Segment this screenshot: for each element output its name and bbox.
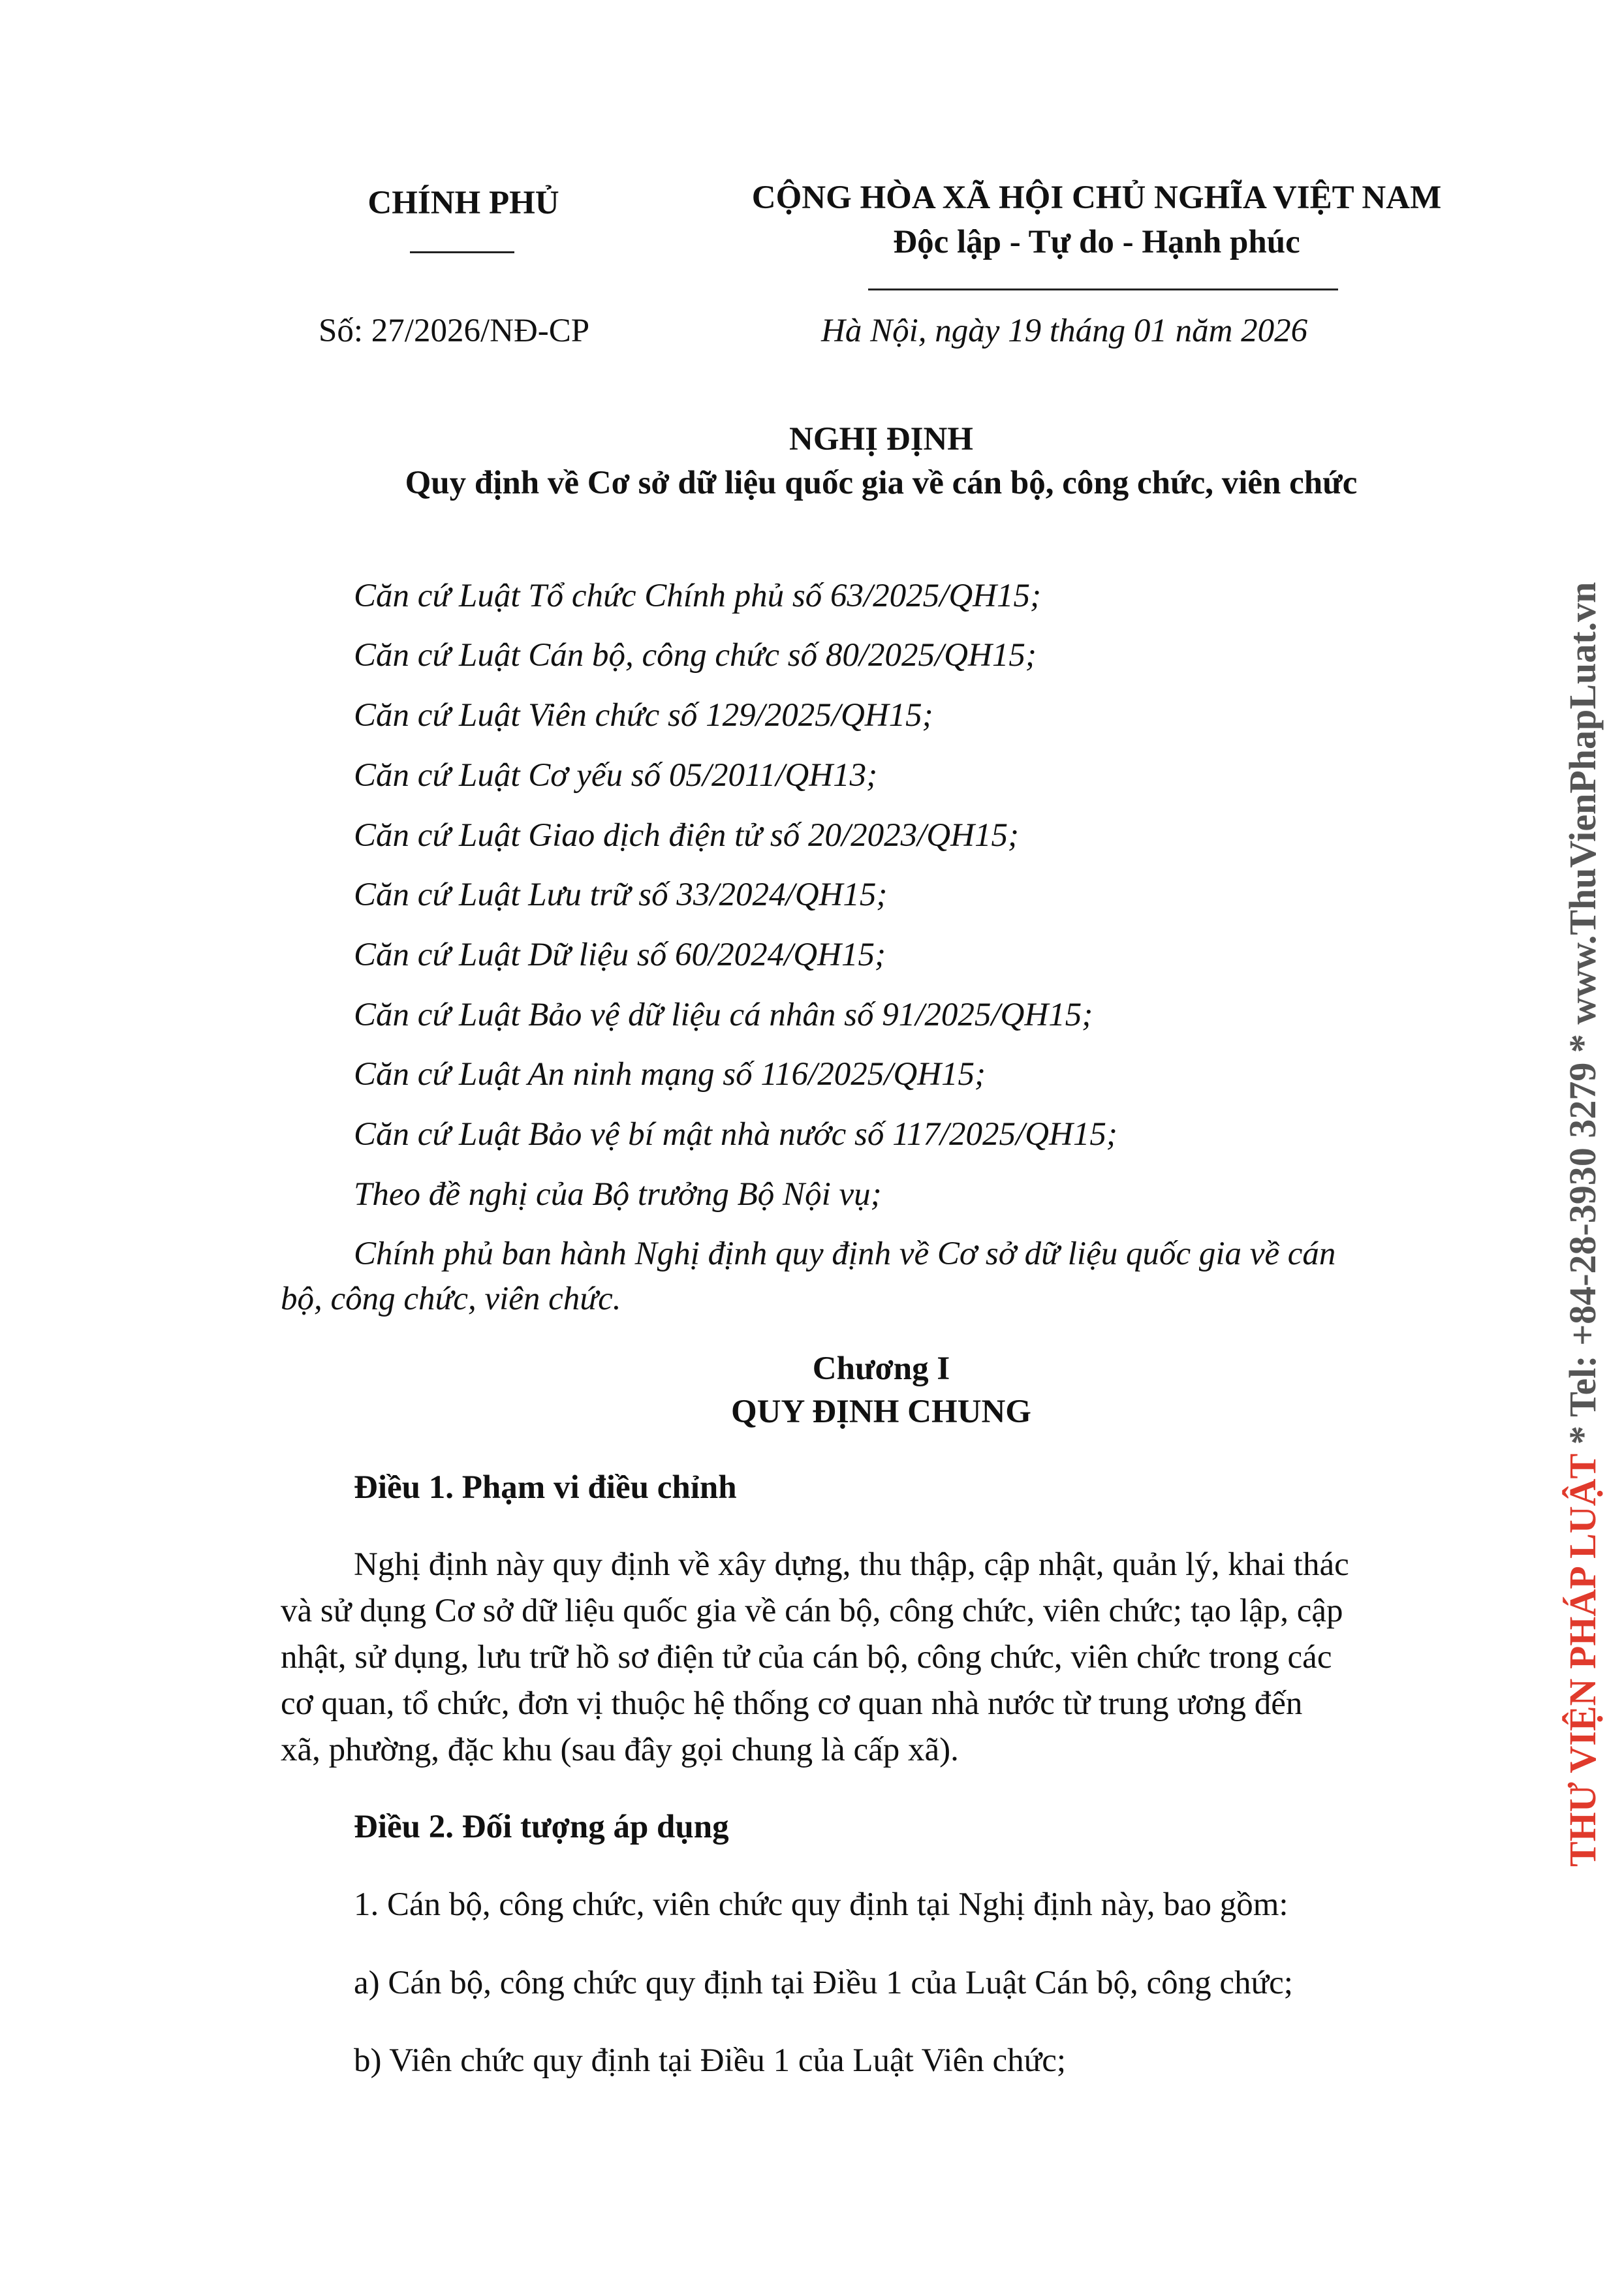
article-1-line-3: nhật, sử dụng, lưu trữ hồ sơ điện tử của cán bộ, công chức, viên chức trong các <box>281 1639 1332 1676</box>
promulgation-line-2: bộ, công chức, viên chức. <box>281 1281 621 1317</box>
legal-basis-6: Căn cứ Luật Lưu trữ số 33/2024/QH15; <box>354 877 888 913</box>
nation-motto: Độc lập - Tự do - Hạnh phúc <box>893 224 1300 260</box>
place-and-date: Hà Nội, ngày 19 tháng 01 năm 2026 <box>821 313 1308 349</box>
issuer-underline <box>410 251 514 253</box>
watermark-contact: * Tel: +84-28-3930 3279 * www.ThuVienPhapLuat.vn <box>1561 582 1604 1454</box>
motto-underline <box>868 289 1338 290</box>
legal-basis-5: Căn cứ Luật Giao dịch điện tử số 20/2023/QH15; <box>354 817 1019 854</box>
article-1-line-4: cơ quan, tổ chức, đơn vị thuộc hệ thống cơ quan nhà nước từ trung ương đến <box>281 1685 1303 1722</box>
nation-name: CỘNG HÒA XÃ HỘI CHỦ NGHĨA VIỆT NAM <box>751 179 1442 216</box>
legal-basis-9: Căn cứ Luật An ninh mạng số 116/2025/QH15; <box>354 1056 986 1093</box>
article-2-heading: Điều 2. Đối tượng áp dụng <box>354 1809 729 1845</box>
legal-basis-10: Căn cứ Luật Bảo vệ bí mật nhà nước số 117/2025/QH15; <box>354 1116 1117 1153</box>
document-type: NGHỊ ĐỊNH <box>789 421 973 458</box>
article-1-line-1: Nghị định này quy định về xây dựng, thu thập, cập nhật, quản lý, khai thác <box>354 1546 1349 1583</box>
document-number: Số: 27/2026/NĐ-CP <box>319 313 590 349</box>
watermark-brand: THƯ VIỆN PHÁP LUẬT <box>1561 1454 1604 1867</box>
issuer-name: CHÍNH PHỦ <box>367 185 559 221</box>
legal-basis-1: Căn cứ Luật Tổ chức Chính phủ số 63/2025/QH15; <box>354 578 1041 614</box>
article-1-line-5: xã, phường, đặc khu (sau đây gọi chung là cấp xã). <box>281 1732 959 1768</box>
article-2-point-b: b) Viên chức quy định tại Điều 1 của Luật Viên chức; <box>354 2042 1067 2079</box>
side-watermark <box>1560 582 1606 1867</box>
legal-basis-4: Căn cứ Luật Cơ yếu số 05/2011/QH13; <box>354 757 878 794</box>
article-2-clause-1: 1. Cán bộ, công chức, viên chức quy định tại Nghị định này, bao gồm: <box>354 1886 1288 1923</box>
article-1-heading: Điều 1. Phạm vi điều chỉnh <box>354 1469 737 1506</box>
legal-basis-2: Căn cứ Luật Cán bộ, công chức số 80/2025/QH15; <box>354 637 1037 674</box>
legal-basis-7: Căn cứ Luật Dữ liệu số 60/2024/QH15; <box>354 937 886 973</box>
article-2-point-a: a) Cán bộ, công chức quy định tại Điều 1 của Luật Cán bộ, công chức; <box>354 1965 1293 2001</box>
promulgation-line-1: Chính phủ ban hành Nghị định quy định về Cơ sở dữ liệu quốc gia về cán <box>354 1236 1336 1272</box>
legal-basis-3: Căn cứ Luật Viên chức số 129/2025/QH15; <box>354 697 933 734</box>
chapter-name: QUY ĐỊNH CHUNG <box>731 1394 1031 1430</box>
document-subject: Quy định về Cơ sở dữ liệu quốc gia về cán bộ, công chức, viên chức <box>405 465 1358 501</box>
legal-basis-8: Căn cứ Luật Bảo vệ dữ liệu cá nhân số 91/2025/QH15; <box>354 997 1093 1033</box>
proposal-basis: Theo đề nghị của Bộ trưởng Bộ Nội vụ; <box>354 1176 882 1213</box>
article-1-line-2: và sử dụng Cơ sở dữ liệu quốc gia về cán bộ, công chức, viên chức; tạo lập, cập <box>281 1593 1343 1629</box>
chapter-number: Chương I <box>812 1350 950 1387</box>
